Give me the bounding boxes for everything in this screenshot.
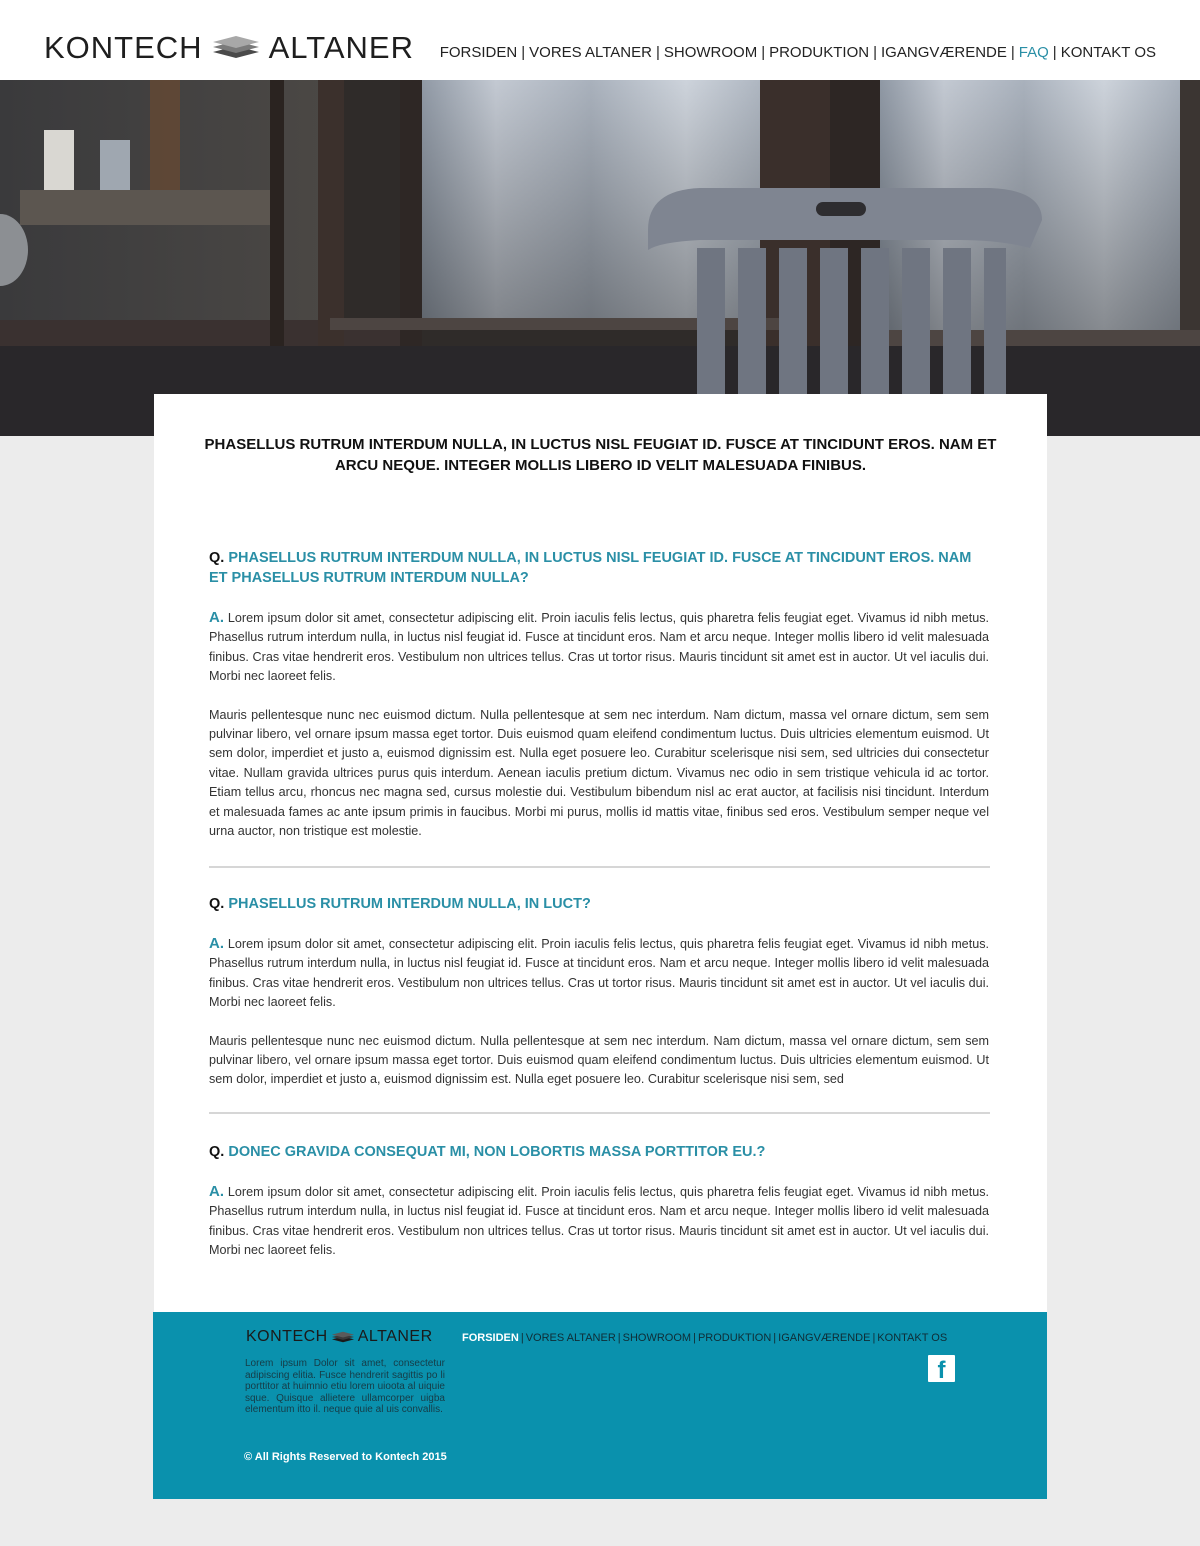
faq-answer-text: Lorem ipsum dolor sit amet, consectetur adipiscing elit. Proin iaculis felis lectus, quis pharetra felis feugiat eget. Vivamus id nibh metus. Phasellus rutrum interdum nulla, in luctus nisl feugiat id. Fusce at tincidunt eros. Nam et arcu neque. Integer mollis libero id velit malesuada finibus. Cras vitae hendrerit eros. Vestibulum non ultrices tellus. Cras ut tortor risus. Mauris tincidunt sit amet est in auctor. Ut vel iaculis dui. Morbi nec laoreet felis.: [209, 611, 989, 684]
page-lead: PHASELLUS RUTRUM INTERDUM NULLA, IN LUCTUS NISL FEUGIAT ID. FUSCE AT TINCIDUNT EROS. NAM ET ARCU NEQUE. INTEGER MOLLIS LIBERO ID VELIT MALESUADA FINIBUS.: [204, 436, 997, 474]
faq-question-text: PHASELLUS RUTRUM INTERDUM NULLA, IN LUCT?: [228, 896, 591, 912]
a-label: A.: [209, 1183, 224, 1200]
nav-separator: |: [873, 44, 878, 61]
a-label: A.: [209, 935, 224, 952]
faq-item: [209, 1142, 989, 1261]
faq-question-text: DONEC GRAVIDA CONSEQUAT MI, NON LOBORTIS MASSA PORTTITOR EU.?: [228, 1144, 766, 1160]
faq-answer: [209, 934, 989, 1013]
faq-item: [209, 894, 989, 1090]
divider: [209, 1112, 990, 1114]
nav-separator: |: [1010, 44, 1015, 61]
main-nav: [440, 44, 1156, 61]
faq-answer-text: Lorem ipsum dolor sit amet, consectetur adipiscing elit. Proin iaculis felis lectus, quis pharetra felis feugiat eget. Vivamus id nibh metus. Phasellus rutrum interdum nulla, in luctus nisl feugiat id. Fusce at tincidunt eros. Nam et arcu neque. Integer mollis libero id velit malesuada finibus. Cras vitae hendrerit eros. Vestibulum non ultrices tellus. Cras ut tortor risus. Mauris tincidunt sit amet est in auctor. Ut vel iaculis dui. Morbi nec laoreet felis.: [209, 1185, 989, 1258]
footer-logo-right: ALTANER: [357, 1328, 433, 1345]
footer-nav-item[interactable]: SHOWROOM: [622, 1332, 692, 1344]
nav-item-faq[interactable]: FAQ: [1018, 44, 1049, 61]
hero-image: [0, 80, 1200, 436]
footer-nav-separator: |: [693, 1332, 696, 1344]
footer-nav-separator: |: [773, 1332, 777, 1344]
footer-nav-item[interactable]: PRODUKTION: [697, 1332, 772, 1344]
nav-item-produktion[interactable]: PRODUKTION: [769, 44, 870, 61]
site-logo[interactable]: [44, 30, 414, 66]
a-label: A.: [209, 609, 224, 626]
faq-card: [154, 394, 1047, 1312]
faq-question: [209, 1142, 989, 1162]
logo-stack-icon: [331, 1331, 355, 1344]
nav-separator: |: [1052, 44, 1057, 61]
q-label: Q.: [209, 1144, 225, 1160]
faq-question: [209, 894, 989, 914]
footer-nav-item[interactable]: KONTAKT OS: [877, 1332, 948, 1344]
nav-item-vores-altaner[interactable]: VORES ALTANER: [529, 44, 652, 61]
logo-text-left: KONTECH: [44, 30, 203, 65]
footer-nav: [462, 1332, 947, 1344]
divider: [209, 866, 990, 868]
faq-question-text: PHASELLUS RUTRUM INTERDUM NULLA, IN LUCTUS NISL FEUGIAT ID. FUSCE AT TINCIDUNT EROS. NAM ET PHASELLUS RUTRUM INTERDUM NULLA?: [209, 550, 972, 586]
q-label: Q.: [209, 550, 225, 566]
facebook-link[interactable]: [928, 1355, 955, 1382]
nav-separator: |: [761, 44, 766, 61]
wooden-chair-photo: [0, 80, 1200, 436]
footer-nav-item[interactable]: VORES ALTANER: [525, 1332, 616, 1344]
footer-logo[interactable]: [246, 1328, 433, 1346]
footer-nav-separator: |: [617, 1332, 621, 1344]
footer-nav-item[interactable]: IGANGVÆRENDE: [778, 1332, 871, 1344]
footer-nav-separator: |: [520, 1332, 524, 1344]
faq-answer-extra: Mauris pellentesque nunc nec euismod dictum. Nulla pellentesque at sem nec interdum. Nam dictum, massa vel ornare dictum, sem sem pulvinar libero, vel ornare ipsum massa eget tortor. Duis euismod quam eleifend condimentum luctus. Duis ultricies elementum euismod. Ut sem dolor, imperdiet et justo a, euismod dignissim est. Nulla eget posuere leo. Curabitur scelerisque nisi sem, sed: [209, 1033, 989, 1087]
copyright: © All Rights Reserved to Kontech 2015: [244, 1451, 447, 1463]
faq-answer-text: Lorem ipsum dolor sit amet, consectetur adipiscing elit. Proin iaculis felis lectus, quis pharetra felis feugiat eget. Vivamus id nibh metus. Phasellus rutrum interdum nulla, in luctus nisl feugiat id. Fusce at tincidunt eros. Nam et arcu neque. Integer mollis libero id velit malesuada finibus. Cras vitae hendrerit eros. Vestibulum non ultrices tellus. Cras ut tortor risus. Mauris tincidunt sit amet est in auctor. Ut vel iaculis dui. Morbi nec laoreet felis.: [209, 937, 989, 1010]
footer-nav-item[interactable]: FORSIDEN: [462, 1332, 519, 1344]
logo-stack-icon: [211, 35, 261, 61]
site-footer: [153, 1312, 1047, 1499]
site-header: [0, 0, 1200, 80]
footer-nav-separator: |: [872, 1332, 876, 1344]
nav-item-showroom[interactable]: SHOWROOM: [663, 44, 758, 61]
faq-answer: [209, 1182, 989, 1261]
nav-item-igangværende[interactable]: IGANGVÆRENDE: [881, 44, 1007, 61]
q-label: Q.: [209, 896, 225, 912]
nav-item-forsiden[interactable]: FORSIDEN: [439, 44, 518, 61]
facebook-icon: f: [937, 1357, 946, 1384]
nav-separator: |: [655, 44, 660, 61]
faq-answer: [209, 608, 989, 687]
nav-separator: |: [521, 44, 526, 61]
nav-item-kontakt-os[interactable]: KONTAKT OS: [1060, 44, 1156, 61]
footer-logo-left: KONTECH: [246, 1328, 328, 1345]
faq-answer-extra: Mauris pellentesque nunc nec euismod dictum. Nulla pellentesque at sem nec interdum. Nam dictum, massa vel ornare dictum, sem sem pulvinar libero, vel ornare ipsum massa eget tortor. Duis euismod quam eleifend condimentum luctus. Duis ultricies elementum euismod. Ut sem dolor, imperdiet et justo a, euismod dignissim est. Nulla eget posuere leo. Curabitur scelerisque nisi sem, sed ultricies dui consectetur vitae. Nullam gravida ultrices purus quis interdum. Aenean iaculis pretium dictum. Vivamus nec odio in sem tristique vehicula id ac tortor. Etiam tellus arcu, rhoncus nec magna sed, cursus molestie dui. Vestibulum bibendum nisl ac erat auctor, at facilisis nisi tincidunt. Interdum et malesuada fames ac ante ipsum primis in faucibus. Morbi mi purus, mollis id mattis vitae, finibus sed eros. Vestibulum semper neque vel urna auctor, non tristique est molestie.: [209, 707, 989, 839]
footer-description: Lorem ipsum Dolor sit amet, consectetur adipiscing elitia. Fusce hendrerit sagittis po li porttitor at huimnio etiu lorem uioota al uiquie sque. Quisque allietere ullamcorper uigba elementum itto il. neque quie al uis convallis.: [245, 1358, 445, 1415]
logo-text-right: ALTANER: [268, 30, 414, 65]
faq-question: [209, 548, 989, 588]
faq-item: [209, 548, 989, 841]
